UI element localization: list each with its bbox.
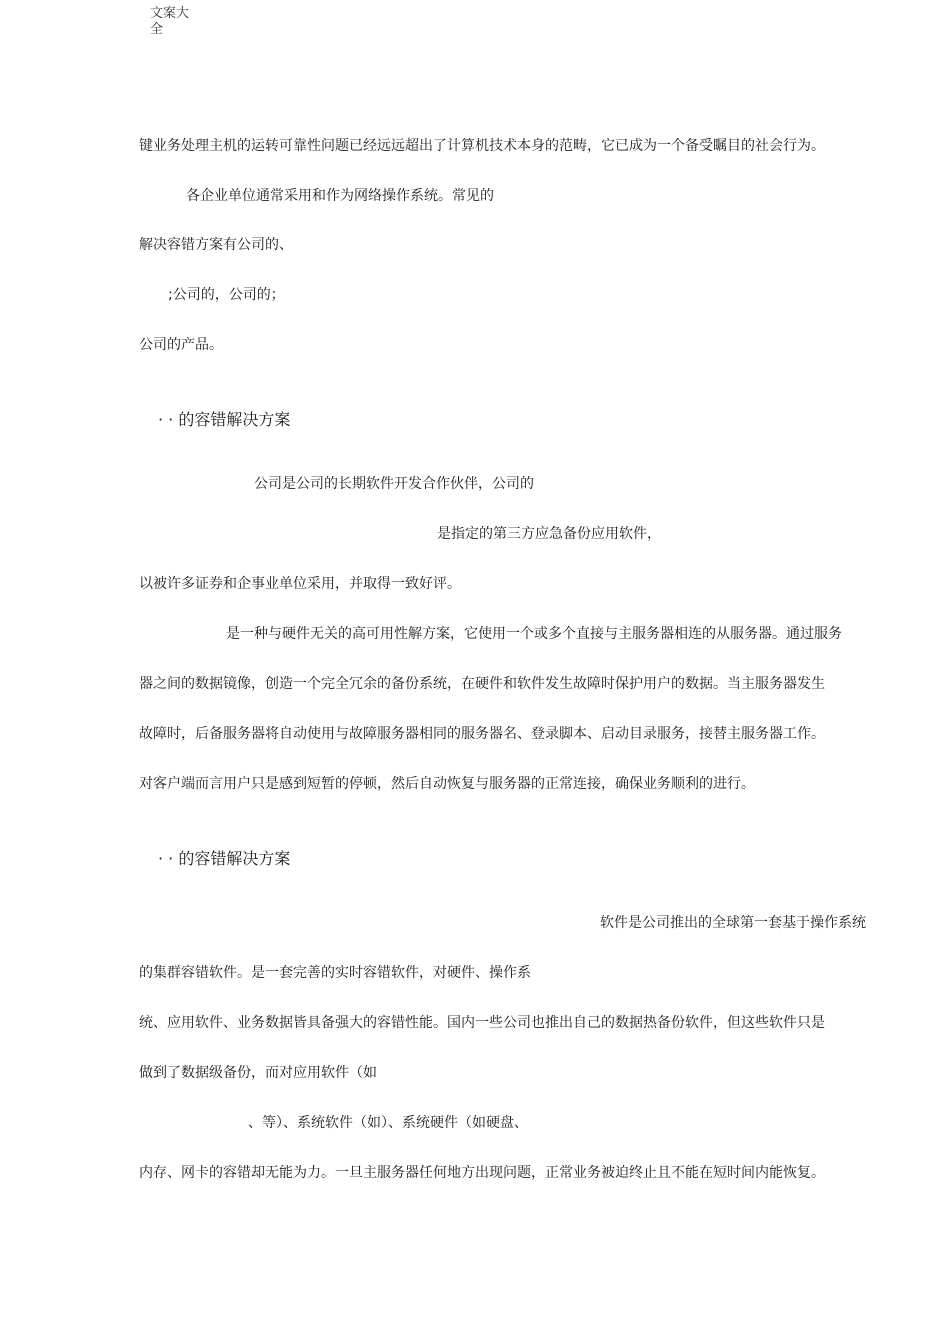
paragraph-line: 以被许多证券和企事业单位采用，并取得一致好评。 [139,576,461,592]
paragraph-line: ;公司的，公司的； [168,287,285,303]
section-heading: · · 的容错解决方案 [158,849,291,868]
page-header: 文案大全 [150,6,190,37]
paragraph-line: 键业务处理主机的运转可靠性问题已经远远超出了计算机技术本身的范畴，它已成为一个备受瞩目的社会行为。 [139,138,825,154]
paragraph-line: 公司的产品。 [139,337,223,353]
paragraph-line: 是一种与硬件无关的高可用性解方案，它使用一个或多个直接与主服务器相连的从服务器。通过服务 [226,626,842,642]
paragraph-line: 解决容错方案有公司的、 [139,237,293,253]
paragraph-line: 故障时，后备服务器将自动使用与故障服务器相同的服务器名、登录脚本、启动目录服务，接替主服务器工作。 [139,726,825,742]
paragraph-line: 做到了数据级备份，而对应用软件（如 [139,1065,377,1081]
paragraph-line: 器之间的数据镜像，创造一个完全冗余的备份系统，在硬件和软件发生故障时保护用户的数据。当主服务器发生 [139,676,825,692]
paragraph-line: 的集群容错软件。是一套完善的实时容错软件，对硬件、操作系 [139,965,531,981]
paragraph-line: 统、应用软件、业务数据皆具备强大的容错性能。国内一些公司也推出自己的数据热备份软件，但这些软件只是 [139,1015,825,1031]
paragraph-line: 各企业单位通常采用和作为网络操作系统。常见的 [186,188,494,204]
paragraph-line: 对客户端而言用户只是感到短暂的停顿，然后自动恢复与服务器的正常连接，确保业务顺利的进行。 [139,776,755,792]
paragraph-line: 是指定的第三方应急备份应用软件， [437,526,661,542]
paragraph-line: 、等）、系统软件（如）、系统硬件（如硬盘、 [248,1115,528,1131]
paragraph-line: 软件是公司推出的全球第一套基于操作系统 [600,915,866,931]
section-heading: · · 的容错解决方案 [158,410,291,429]
paragraph-line: 公司是公司的长期软件开发合作伙伴，公司的 [254,476,534,492]
paragraph-line: 内存、网卡的容错却无能为力。一旦主服务器任何地方出现问题，正常业务被迫终止且不能在短时间内能恢复。 [139,1165,825,1181]
